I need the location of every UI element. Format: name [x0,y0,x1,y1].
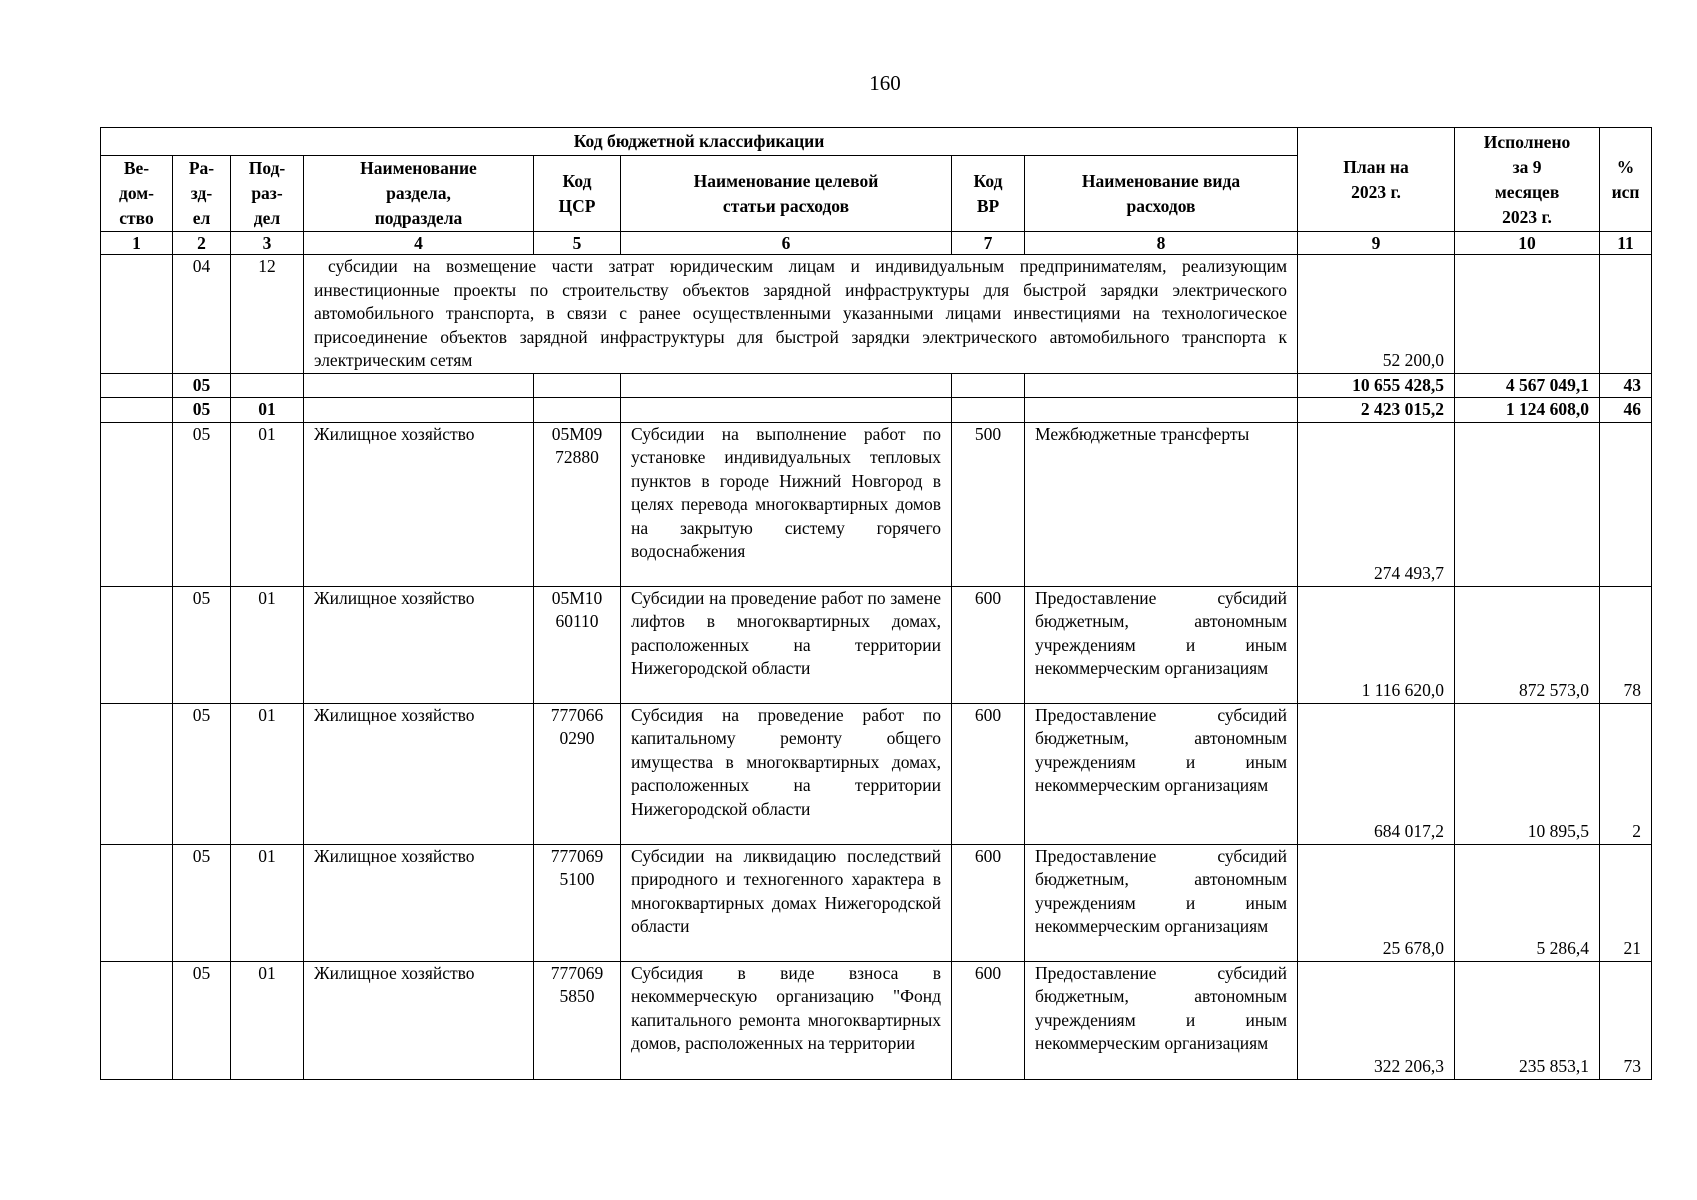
cell-vedomstvo [101,586,173,703]
col-header-podrazdel: Под- раз- дел [231,156,304,232]
cell-pct: 43 [1600,373,1652,398]
cell-plan: 684 017,2 [1298,703,1455,844]
cell-target: Субсидия в виде взноса в некоммерческую организацию "Фонд капитального ремонта многоквартирных домов, расположенных на территории [621,961,952,1079]
cell-done: 10 895,5 [1455,703,1600,844]
cell-podrazdel: 12 [231,255,304,374]
col-number: 3 [231,232,304,255]
cell-vr: 500 [952,422,1025,586]
cell-pct: 2 [1600,703,1652,844]
cell-vr: 600 [952,586,1025,703]
cell-csr [534,398,621,423]
cell-vr-name: Предоставление субсидий бюджетным, автономным учреждениям и иным некоммерческим организациям [1025,586,1298,703]
cell-pct [1600,422,1652,586]
col-header-vedomstvo: Ве- дом- ство [101,156,173,232]
page-number: 160 [869,71,901,95]
cell-csr: 05М10 60110 [534,586,621,703]
cell-target: Субсидии на ликвидацию последствий природного и техногенного характера в многоквартирных домах Нижегородской области [621,844,952,961]
cell-done [1455,422,1600,586]
col-header-vr: Код ВР [952,156,1025,232]
cell-section [304,373,534,398]
cell-vr [952,398,1025,423]
header-group-title: Код бюджетной классификации [101,128,1298,156]
cell-csr [534,373,621,398]
cell-vr: 600 [952,844,1025,961]
cell-plan: 322 206,3 [1298,961,1455,1079]
col-number: 10 [1455,232,1600,255]
cell-vedomstvo [101,703,173,844]
table-row [101,586,1652,703]
cell-target [621,398,952,423]
cell-podrazdel: 01 [231,398,304,423]
cell-plan: 25 678,0 [1298,844,1455,961]
cell-target: Субсидии на проведение работ по замене лифтов в многоквартирных домах, расположенных на территории Нижегородской области [621,586,952,703]
table-row [101,255,1652,374]
cell-podrazdel [231,373,304,398]
cell-podrazdel: 01 [231,961,304,1079]
cell-podrazdel: 01 [231,422,304,586]
cell-done [1455,255,1600,374]
col-header-csr: Код ЦСР [534,156,621,232]
col-number: 5 [534,232,621,255]
col-header-vr-name: Наименование вида расходов [1025,156,1298,232]
table-row [101,844,1652,961]
cell-csr: 05М09 72880 [534,422,621,586]
cell-section: Жилищное хозяйство [304,586,534,703]
cell-section: Жилищное хозяйство [304,703,534,844]
cell-section: Жилищное хозяйство [304,961,534,1079]
col-header-pct: % исп [1600,128,1652,232]
cell-target: Субсидии на выполнение работ по установке индивидуальных тепловых пунктов в городе Нижний Новгород в целях перевода многоквартирных домов на закрытую систему горячего водоснабжения [621,422,952,586]
cell-razdel: 04 [173,255,231,374]
cell-done: 5 286,4 [1455,844,1600,961]
cell-podrazdel: 01 [231,586,304,703]
cell-podrazdel: 01 [231,703,304,844]
cell-vedomstvo [101,961,173,1079]
table-row-section-total [101,373,1652,398]
cell-plan: 1 116 620,0 [1298,586,1455,703]
table-row [101,422,1652,586]
cell-csr: 777066 0290 [534,703,621,844]
table-row-subsection-total [101,398,1652,423]
cell-vedomstvo [101,373,173,398]
budget-table [100,127,1652,1080]
cell-description: субсидии на возмещение части затрат юридическим лицам и индивидуальным предпринимателям, реализующим инвестиционные проекты по строительству объектов зарядной инфраструктуры для быстрой зарядки электрического автомобильного транспорта, в связи с ранее осуществленными указанными лицами инвестициями на технологическое присоединение объектов зарядной инфраструктуры для быстрой зарядки электрического автомобильного транспорта к электрическим сетям [304,255,1298,374]
cell-section: Жилищное хозяйство [304,422,534,586]
cell-vr: 600 [952,961,1025,1079]
cell-plan: 274 493,7 [1298,422,1455,586]
col-header-plan: План на 2023 г. [1298,128,1455,232]
cell-razdel: 05 [173,703,231,844]
cell-pct: 21 [1600,844,1652,961]
table-row [101,961,1652,1079]
col-number: 1 [101,232,173,255]
cell-done: 235 853,1 [1455,961,1600,1079]
col-header-razdel: Ра- зд- ел [173,156,231,232]
col-number: 11 [1600,232,1652,255]
cell-razdel: 05 [173,844,231,961]
col-number: 9 [1298,232,1455,255]
cell-vr-name: Предоставление субсидий бюджетным, автономным учреждениям и иным некоммерческим организациям [1025,961,1298,1079]
column-numbers-row [101,232,1652,255]
cell-section: Жилищное хозяйство [304,844,534,961]
cell-vedomstvo [101,255,173,374]
cell-razdel: 05 [173,422,231,586]
cell-vedomstvo [101,422,173,586]
col-header-section-name: Наименование раздела, подраздела [304,156,534,232]
col-number: 6 [621,232,952,255]
cell-razdel: 05 [173,961,231,1079]
col-header-done: Исполнено за 9 месяцев 2023 г. [1455,128,1600,232]
cell-plan: 52 200,0 [1298,255,1455,374]
cell-pct: 73 [1600,961,1652,1079]
cell-vedomstvo [101,844,173,961]
col-number: 4 [304,232,534,255]
cell-vr-name [1025,398,1298,423]
cell-target [621,373,952,398]
cell-vr-name [1025,373,1298,398]
cell-vr: 600 [952,703,1025,844]
cell-pct: 78 [1600,586,1652,703]
cell-csr: 777069 5100 [534,844,621,961]
col-number: 7 [952,232,1025,255]
cell-done: 1 124 608,0 [1455,398,1600,423]
table-row [101,703,1652,844]
cell-razdel: 05 [173,586,231,703]
cell-plan: 10 655 428,5 [1298,373,1455,398]
cell-vr-name: Межбюджетные трансферты [1025,422,1298,586]
cell-target: Субсидия на проведение работ по капитальному ремонту общего имущества в многоквартирных домах, расположенных на территории Нижегородской области [621,703,952,844]
cell-vr-name: Предоставление субсидий бюджетным, автономным учреждениям и иным некоммерческим организациям [1025,844,1298,961]
cell-done: 872 573,0 [1455,586,1600,703]
cell-razdel: 05 [173,398,231,423]
col-number: 2 [173,232,231,255]
cell-pct [1600,255,1652,374]
cell-vedomstvo [101,398,173,423]
cell-vr-name: Предоставление субсидий бюджетным, автономным учреждениям и иным некоммерческим организациям [1025,703,1298,844]
col-number: 8 [1025,232,1298,255]
cell-section [304,398,534,423]
col-header-target-name: Наименование целевой статьи расходов [621,156,952,232]
cell-podrazdel: 01 [231,844,304,961]
cell-csr: 777069 5850 [534,961,621,1079]
cell-plan: 2 423 015,2 [1298,398,1455,423]
cell-razdel: 05 [173,373,231,398]
cell-vr [952,373,1025,398]
cell-pct: 46 [1600,398,1652,423]
cell-done: 4 567 049,1 [1455,373,1600,398]
